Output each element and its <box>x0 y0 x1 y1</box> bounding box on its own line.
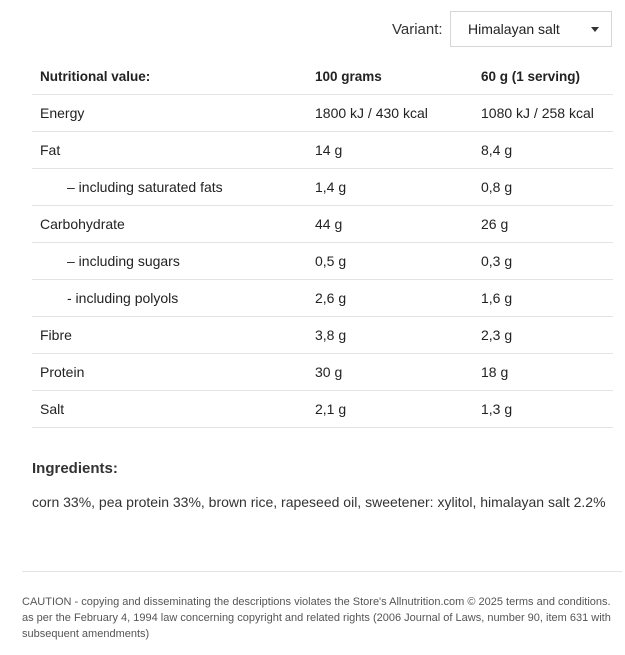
nutrient-name: – including saturated fats <box>32 169 307 206</box>
value-per-100g: 2,1 g <box>307 391 473 428</box>
nutrient-name: Salt <box>32 391 307 428</box>
value-per-100g: 1800 kJ / 430 kcal <box>307 95 473 132</box>
variant-selected-value: Himalayan salt <box>468 21 560 37</box>
table-row <box>32 206 613 243</box>
table-row <box>32 95 613 132</box>
chevron-down-icon <box>591 27 599 32</box>
table-row <box>32 132 613 169</box>
value-per-100g: 44 g <box>307 206 473 243</box>
nutrient-name: - including polyols <box>32 280 307 317</box>
nutrition-table-body <box>32 95 613 428</box>
table-row <box>32 354 613 391</box>
table-row <box>32 280 613 317</box>
table-row <box>32 243 613 280</box>
value-per-serving: 1080 kJ / 258 kcal <box>473 95 613 132</box>
value-per-100g: 30 g <box>307 354 473 391</box>
variant-dropdown[interactable] <box>450 11 612 47</box>
value-per-serving: 1,6 g <box>473 280 613 317</box>
value-per-serving: 2,3 g <box>473 317 613 354</box>
divider <box>22 571 622 572</box>
value-per-serving: 18 g <box>473 354 613 391</box>
variant-selector-row <box>392 10 613 48</box>
table-row <box>32 391 613 428</box>
header-nutritional-value: Nutritional value: <box>32 58 307 95</box>
nutrient-name: Energy <box>32 95 307 132</box>
nutrient-name: Protein <box>32 354 307 391</box>
variant-label: Variant: <box>392 20 443 38</box>
table-row <box>32 317 613 354</box>
table-header-row <box>32 58 613 95</box>
value-per-serving: 26 g <box>473 206 613 243</box>
table-row <box>32 169 613 206</box>
nutrient-name: Fat <box>32 132 307 169</box>
nutrition-table <box>32 58 613 428</box>
ingredients-text: corn 33%, pea protein 33%, brown rice, rapeseed oil, sweetener: xylitol, himalayan salt 2.2% <box>32 494 606 510</box>
value-per-100g: 14 g <box>307 132 473 169</box>
nutrient-name: – including sugars <box>32 243 307 280</box>
value-per-100g: 3,8 g <box>307 317 473 354</box>
value-per-100g: 2,6 g <box>307 280 473 317</box>
copyright-caution: CAUTION - copying and disseminating the descriptions violates the Store's Allnutrition.com © 2025 terms and conditions. as per the February 4, 1994 law concerning copyright and related rights (2006 Journal of Laws, number 90, item 631 with subsequent amendments) <box>22 596 611 640</box>
value-per-100g: 1,4 g <box>307 169 473 206</box>
value-per-100g: 0,5 g <box>307 243 473 280</box>
nutrient-name: Fibre <box>32 317 307 354</box>
value-per-serving: 8,4 g <box>473 132 613 169</box>
header-per-100g: 100 grams <box>307 58 473 95</box>
value-per-serving: 1,3 g <box>473 391 613 428</box>
nutrient-name: Carbohydrate <box>32 206 307 243</box>
value-per-serving: 0,8 g <box>473 169 613 206</box>
ingredients-title: Ingredients: <box>32 460 118 477</box>
value-per-serving: 0,3 g <box>473 243 613 280</box>
header-per-serving: 60 g (1 serving) <box>473 58 613 95</box>
